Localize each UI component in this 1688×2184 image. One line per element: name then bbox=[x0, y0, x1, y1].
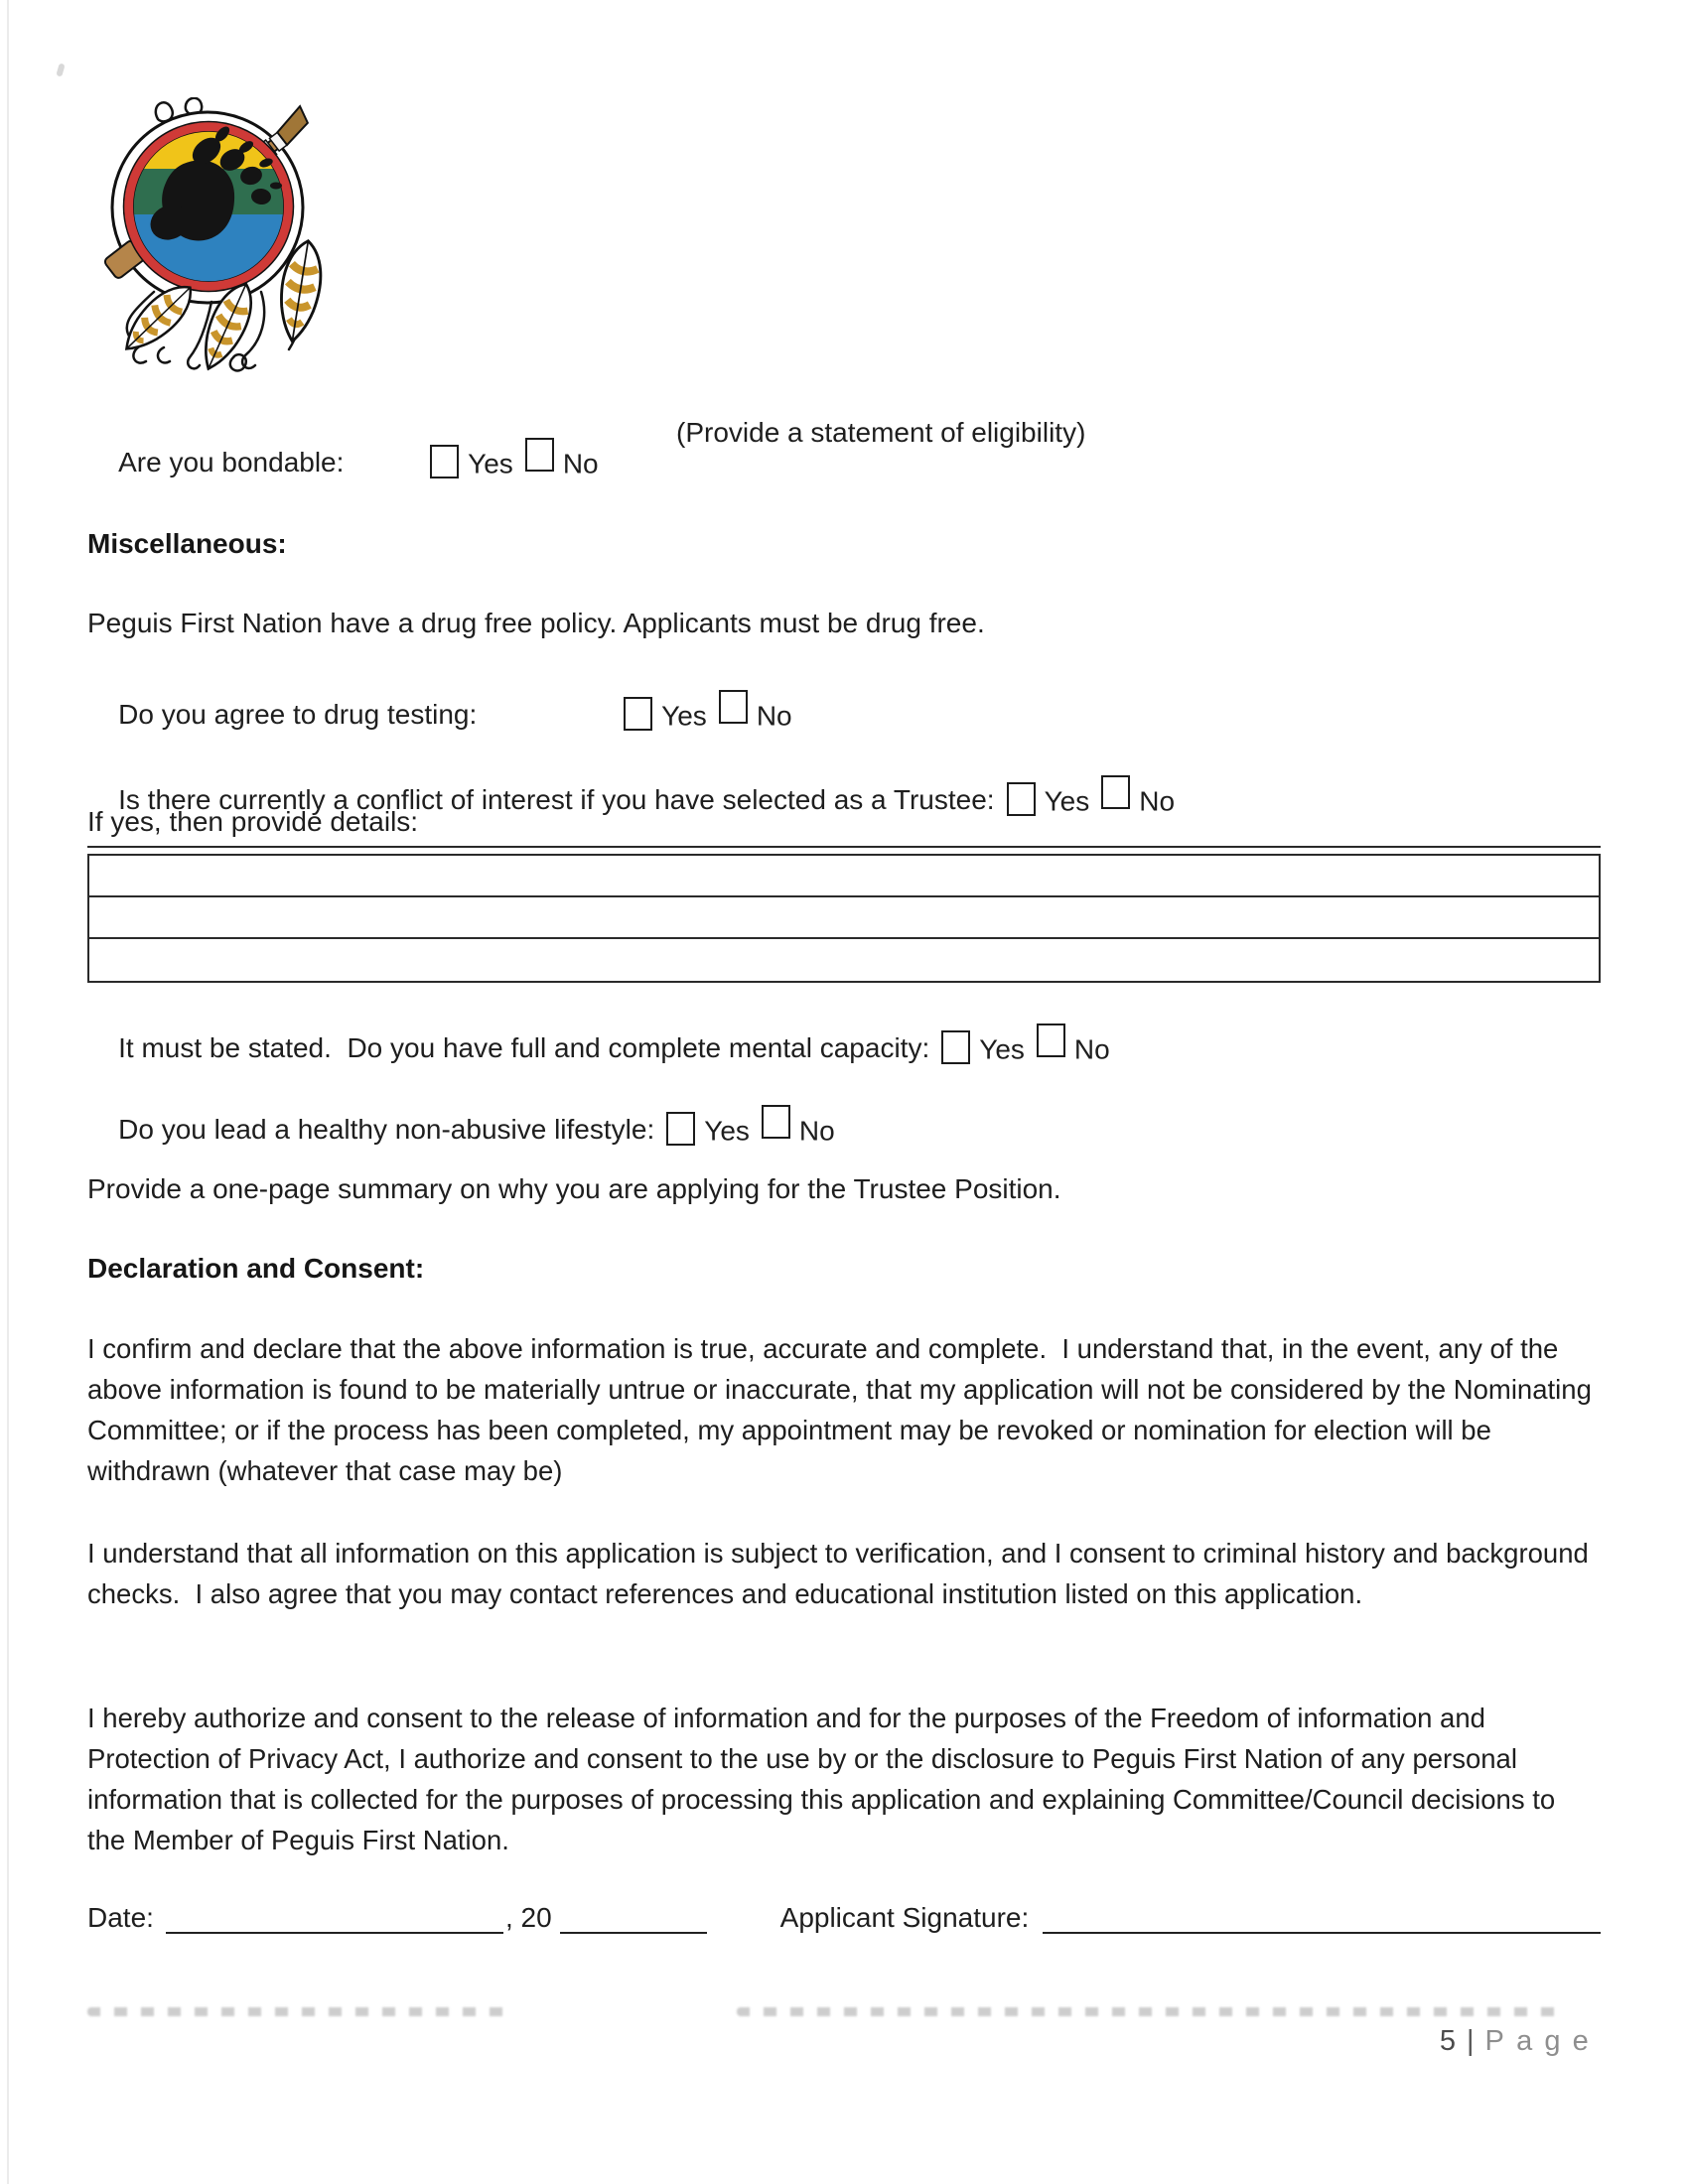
drug-testing-question-row bbox=[87, 667, 1601, 732]
bondable-yes-label: Yes bbox=[468, 448, 513, 479]
mental-capacity-label: It must be stated. Do you have full and complete mental capacity: bbox=[118, 1032, 930, 1063]
details-line-1[interactable] bbox=[89, 856, 1599, 897]
page-label: Page bbox=[1484, 2025, 1601, 2057]
details-box bbox=[87, 854, 1601, 983]
conflict-yes-label: Yes bbox=[1044, 785, 1090, 817]
drug-free-policy-text: Peguis First Nation have a drug free policy. Applicants must be drug free. bbox=[87, 608, 985, 638]
lifestyle-yes-label: Yes bbox=[704, 1115, 750, 1147]
drug-testing-label: Do you agree to drug testing: bbox=[118, 699, 478, 730]
conflict-question-row bbox=[87, 752, 1601, 817]
year-field[interactable] bbox=[560, 1898, 707, 1934]
page-footer bbox=[1440, 2025, 1601, 2058]
mental-capacity-yes-checkbox[interactable] bbox=[941, 1030, 970, 1064]
lifestyle-no-label: No bbox=[798, 1115, 835, 1147]
summary-instruction: Provide a one-page summary on why you are applying for the Trustee Position. bbox=[87, 1173, 1061, 1204]
mental-capacity-question-row bbox=[87, 1001, 1601, 1065]
mental-capacity-no-label: No bbox=[1073, 1033, 1110, 1065]
date-label: Date: bbox=[87, 1902, 154, 1933]
details-line-2[interactable] bbox=[89, 897, 1599, 939]
scan-artifact-right bbox=[737, 2007, 1561, 2016]
lifestyle-question-row bbox=[87, 1082, 1601, 1147]
bondable-label: Are you bondable: bbox=[118, 447, 345, 478]
scan-edge-line bbox=[7, 0, 9, 2184]
details-line-3[interactable] bbox=[89, 939, 1599, 981]
year-prefix: , 20 bbox=[504, 1902, 552, 1933]
lifestyle-no-checkbox[interactable] bbox=[762, 1105, 790, 1139]
drug-testing-yes-label: Yes bbox=[661, 700, 707, 732]
peguis-first-nation-logo-icon bbox=[94, 97, 338, 375]
signature-field[interactable] bbox=[1043, 1898, 1601, 1934]
scan-speck bbox=[56, 63, 65, 76]
declaration-paragraph-3: I hereby authorize and consent to the release of information and for the purposes of the Freedom of information and Protection of Privacy Act, I authorize and consent to the use by or the disclosure to Peguis First Nation of any personal information that is collected for the purposes of processing this application and explaining Committee/Council decisions to the Member of Peguis First Nation. bbox=[87, 1703, 1563, 1855]
conflict-no-label: No bbox=[1139, 785, 1176, 817]
bondable-eligibility-note: (Provide a statement of eligibility) bbox=[676, 417, 1086, 448]
conflict-no-checkbox[interactable] bbox=[1101, 775, 1130, 809]
bondable-question-row bbox=[87, 415, 1601, 479]
miscellaneous-heading: Miscellaneous: bbox=[87, 528, 287, 559]
footer-separator: | bbox=[1467, 2025, 1475, 2057]
declaration-heading: Declaration and Consent: bbox=[87, 1253, 425, 1284]
date-field[interactable] bbox=[166, 1898, 503, 1934]
date-signature-row bbox=[87, 1898, 1601, 1934]
page-number: 5 bbox=[1439, 2025, 1456, 2057]
mental-capacity-yes-label: Yes bbox=[979, 1033, 1025, 1065]
drug-testing-no-label: No bbox=[756, 700, 792, 732]
declaration-paragraph-1: I confirm and declare that the above information is true, accurate and complete. I understand that, in the event, any of the above information is found to be materially untrue or inaccurate, that my application will not be considered by the Nominating Committee; or if the process has been completed, my appointment may be revoked or nomination for election will be withdrawn (whatever that case may be) bbox=[87, 1333, 1600, 1486]
lifestyle-yes-checkbox[interactable] bbox=[666, 1112, 695, 1146]
bondable-no-checkbox[interactable] bbox=[525, 438, 554, 472]
bondable-yes-checkbox[interactable] bbox=[430, 445, 459, 478]
details-prompt: If yes, then provide details: bbox=[87, 806, 1601, 848]
scan-artifact-left bbox=[87, 2007, 514, 2016]
bondable-no-label: No bbox=[562, 448, 599, 479]
mental-capacity-no-checkbox[interactable] bbox=[1037, 1024, 1065, 1057]
drug-testing-yes-checkbox[interactable] bbox=[624, 697, 652, 731]
lifestyle-label: Do you lead a healthy non-abusive lifestyle: bbox=[118, 1114, 655, 1145]
conflict-label: Is there currently a conflict of interest if you have selected as a Trustee: bbox=[118, 784, 995, 815]
signature-label: Applicant Signature: bbox=[779, 1902, 1030, 1933]
drug-testing-no-checkbox[interactable] bbox=[719, 690, 748, 724]
declaration-paragraph-2: I understand that all information on this application is subject to verification, and I consent to criminal history and background checks. I also agree that you may contact references and educational institution listed on this application. bbox=[87, 1538, 1597, 1609]
